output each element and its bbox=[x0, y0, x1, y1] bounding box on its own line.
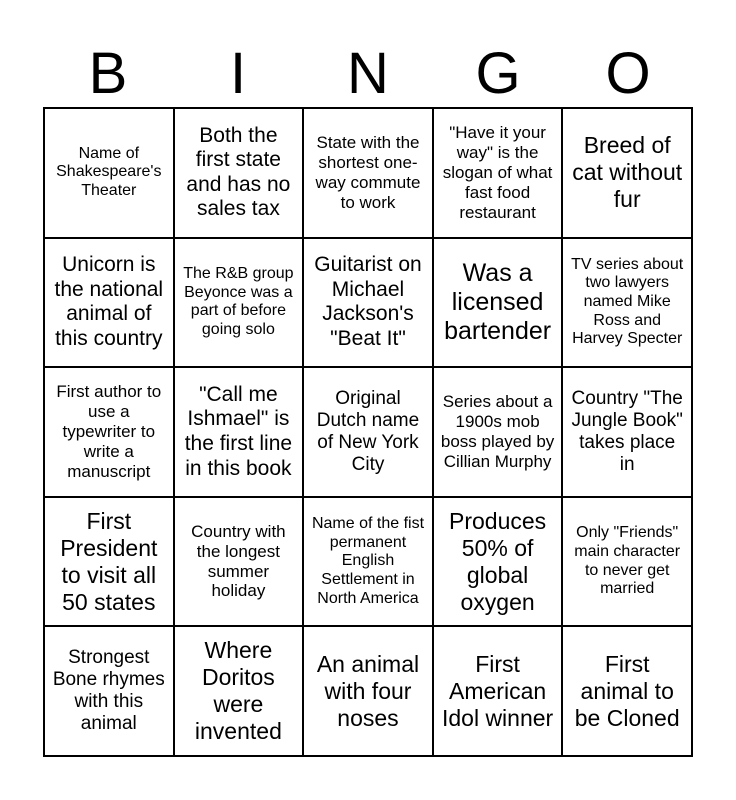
bingo-board bbox=[43, 107, 693, 757]
cell-text: First animal to be Cloned bbox=[574, 650, 680, 731]
cell-text: Unicorn is the national animal of this country bbox=[54, 253, 164, 350]
cell-text: First President to visit all 50 states bbox=[60, 507, 158, 615]
bingo-cell[interactable] bbox=[304, 109, 434, 239]
cell-text: Guitarist on Michael Jackson's "Beat It" bbox=[314, 253, 422, 350]
bingo-cell[interactable] bbox=[563, 109, 693, 239]
cell-text: Produces 50% of global oxygen bbox=[449, 507, 547, 615]
cell-text: Was a licensed bartender bbox=[444, 258, 552, 346]
bingo-cell[interactable] bbox=[175, 627, 305, 757]
cell-text: "Call me Ishmael" is the first line in this book bbox=[184, 382, 293, 480]
bingo-cell[interactable] bbox=[175, 498, 305, 628]
cell-text: TV series about two lawyers named Mike Ross and Harvey Specter bbox=[571, 255, 684, 348]
cell-text: Original Dutch name of New York City bbox=[316, 387, 420, 476]
cell-text: Both the first state and has no sales tax bbox=[186, 123, 291, 221]
cell-text: Breed of cat without fur bbox=[572, 132, 683, 213]
cell-text: Country "The Jungle Book" takes place in bbox=[571, 387, 683, 476]
bingo-cell[interactable] bbox=[304, 498, 434, 628]
title-letter-b: B bbox=[88, 41, 128, 106]
title-letter-o: O bbox=[605, 41, 651, 106]
bingo-cell[interactable] bbox=[563, 368, 693, 498]
cell-text: Name of Shakespeare's Theater bbox=[56, 144, 162, 200]
cell-text: Where Doritos were invented bbox=[194, 637, 282, 745]
bingo-cell[interactable] bbox=[563, 498, 693, 628]
bingo-cell[interactable] bbox=[45, 109, 175, 239]
bingo-cell[interactable] bbox=[304, 368, 434, 498]
bingo-cell[interactable] bbox=[175, 368, 305, 498]
cell-text: "Have it your way" is the slogan of what fast food restaurant bbox=[442, 123, 553, 222]
bingo-cell[interactable] bbox=[434, 627, 564, 757]
bingo-cell[interactable] bbox=[45, 368, 175, 498]
title-letter-g: G bbox=[475, 41, 521, 106]
title-letter-i: I bbox=[229, 41, 247, 106]
bingo-title bbox=[43, 40, 693, 108]
bingo-cell[interactable] bbox=[45, 627, 175, 757]
bingo-cell[interactable] bbox=[434, 239, 564, 369]
bingo-cell[interactable] bbox=[434, 109, 564, 239]
bingo-cell[interactable] bbox=[434, 368, 564, 498]
cell-text: Country with the longest summer holiday bbox=[191, 521, 286, 601]
bingo-cell[interactable] bbox=[563, 239, 693, 369]
cell-text: Only "Friends" main character to never get married bbox=[574, 524, 681, 598]
bingo-cell[interactable] bbox=[175, 239, 305, 369]
cell-text: The R&B group Beyonce was a part of before going solo bbox=[183, 264, 294, 339]
bingo-cell[interactable] bbox=[304, 627, 434, 757]
cell-text: First author to use a typewriter to write a manuscript bbox=[56, 382, 162, 481]
bingo-cell[interactable] bbox=[434, 498, 564, 628]
bingo-cell[interactable] bbox=[175, 109, 305, 239]
bingo-cell[interactable] bbox=[563, 627, 693, 757]
bingo-cell[interactable] bbox=[45, 498, 175, 628]
cell-text: An animal with four noses bbox=[316, 650, 420, 731]
bingo-cell[interactable] bbox=[304, 239, 434, 369]
title-letter-n: N bbox=[347, 41, 389, 106]
cell-text: State with the shortest one-way commute to work bbox=[315, 133, 421, 212]
cell-text: First American Idol winner bbox=[441, 650, 554, 731]
cell-text: Name of the fist permanent English Settlement in North America bbox=[311, 514, 425, 607]
bingo-cell[interactable] bbox=[45, 239, 175, 369]
cell-text: Strongest Bone rhymes with this animal bbox=[52, 646, 165, 735]
cell-text: Series about a 1900s mob boss played by Cillian Murphy bbox=[440, 392, 555, 471]
